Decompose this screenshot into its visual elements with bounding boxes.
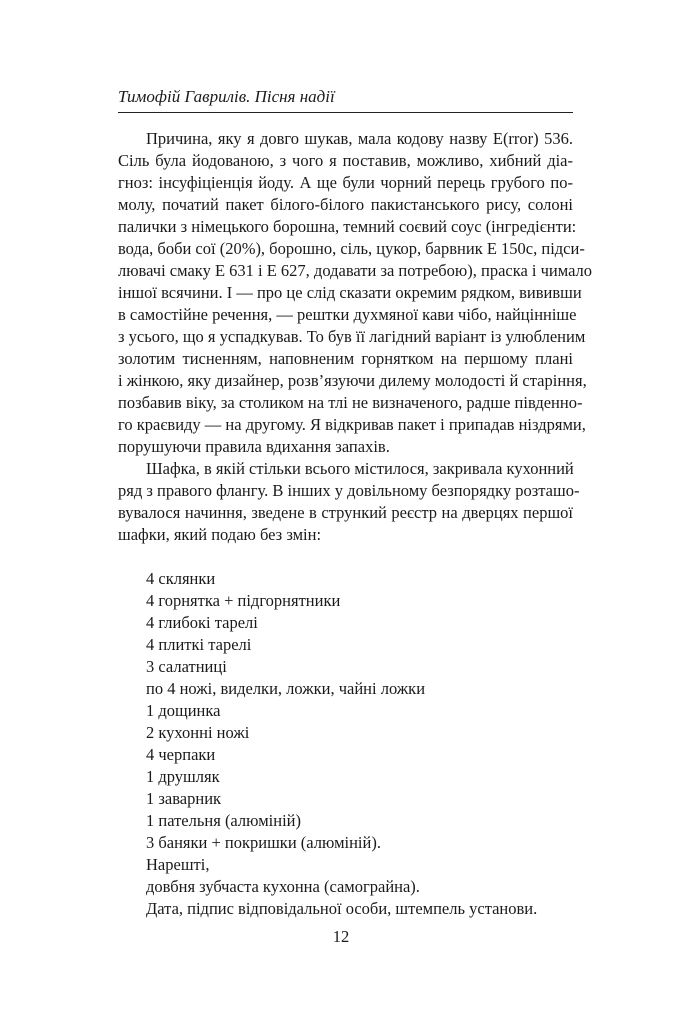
list-item: Дата, підпис відповідальної особи, штемпель установи. xyxy=(146,899,538,918)
text-line: ряд з правого флангу. В інших у довільному безпорядку розташо- xyxy=(118,481,580,500)
text-line: вувалося начиння, зведене в стрункий реєстр на дверцях першої xyxy=(118,503,573,522)
text-line: порушуючи правила вдихання запахів. xyxy=(118,437,390,456)
running-head: Тимофій Гаврилів. Пісня надії xyxy=(118,87,335,106)
list-item: 1 заварник xyxy=(146,789,222,808)
text-line: позбавив віку, за столиком на тлі не визначеного, радше південно- xyxy=(118,393,583,412)
text-line: іншої всячини. І — про це слід сказати окремим рядком, вививши xyxy=(118,283,582,302)
list-item: 3 салатниці xyxy=(146,657,227,676)
inventory-list xyxy=(118,568,573,920)
list-item: 4 плиткі тарелі xyxy=(146,635,252,654)
list-item: 4 глибокі тарелі xyxy=(146,613,258,632)
text-line: в самостійне речення, — рештки духмяної кави чібо, найцінніше xyxy=(118,305,577,324)
list-item: 3 баняки + покришки (алюміній). xyxy=(146,833,381,852)
list-item: 1 дощинка xyxy=(146,701,221,720)
page-number: 12 xyxy=(332,927,350,946)
text-line: го краєвиду — на другому. Я відкривав пакет і припадав ніздрями, xyxy=(118,415,586,434)
list-item: 4 склянки xyxy=(146,569,216,588)
header-rule xyxy=(118,112,573,113)
blank-line xyxy=(118,546,573,568)
text-line: шафки, який подаю без змін: xyxy=(118,525,322,544)
text-line: лювачі смаку Е 631 і Е 627, додавати за потребою), праска і чимало xyxy=(118,261,593,280)
text-line: з усього, що я успадкував. То був її лагідний варіант із улюбленим xyxy=(118,327,586,346)
list-item: Нарешті, xyxy=(146,855,210,874)
list-item: 1 друшляк xyxy=(146,767,220,786)
text-line: Шафка, в якій стільки всього містилося, закривала кухонний xyxy=(146,459,574,478)
text-line: вода, боби сої (20%), борошно, сіль, цукор, барвник Е 150с, підси- xyxy=(118,239,585,258)
paragraph xyxy=(118,128,593,458)
text-line: золотим тисненням, наповненим горнятком на першому плані xyxy=(118,349,573,368)
paragraph xyxy=(118,458,580,546)
text-line: молу, початий пакет білого-білого пакистанського рису, солоні xyxy=(118,195,573,214)
list-item: по 4 ножі, виделки, ложки, чайні ложки xyxy=(146,679,426,698)
text-line: Сіль була йодованою, з чого я поставив, можливо, хибний діа- xyxy=(118,151,573,170)
list-item: 4 черпаки xyxy=(146,745,216,764)
text-line: і жінкою, яку дизайнер, розв’язуючи дилему молодості й старіння, xyxy=(118,371,587,390)
body-text xyxy=(118,128,593,920)
text-line: гноз: інсуфіціенція йоду. А ще були чорний перець грубого по- xyxy=(118,173,573,192)
list-item: 4 горнятка + підгорнятники xyxy=(146,591,341,610)
text-line: Причина, яку я довго шукав, мала кодову назву E(rror) 536. xyxy=(146,129,573,148)
text-line: палички з німецького борошна, темний соєвий соус (інгредієнти: xyxy=(118,217,577,236)
list-item: довбня зубчаста кухонна (самограйна). xyxy=(146,877,420,896)
list-item: 2 кухонні ножі xyxy=(146,723,250,742)
list-item: 1 пательня (алюміній) xyxy=(146,811,302,830)
